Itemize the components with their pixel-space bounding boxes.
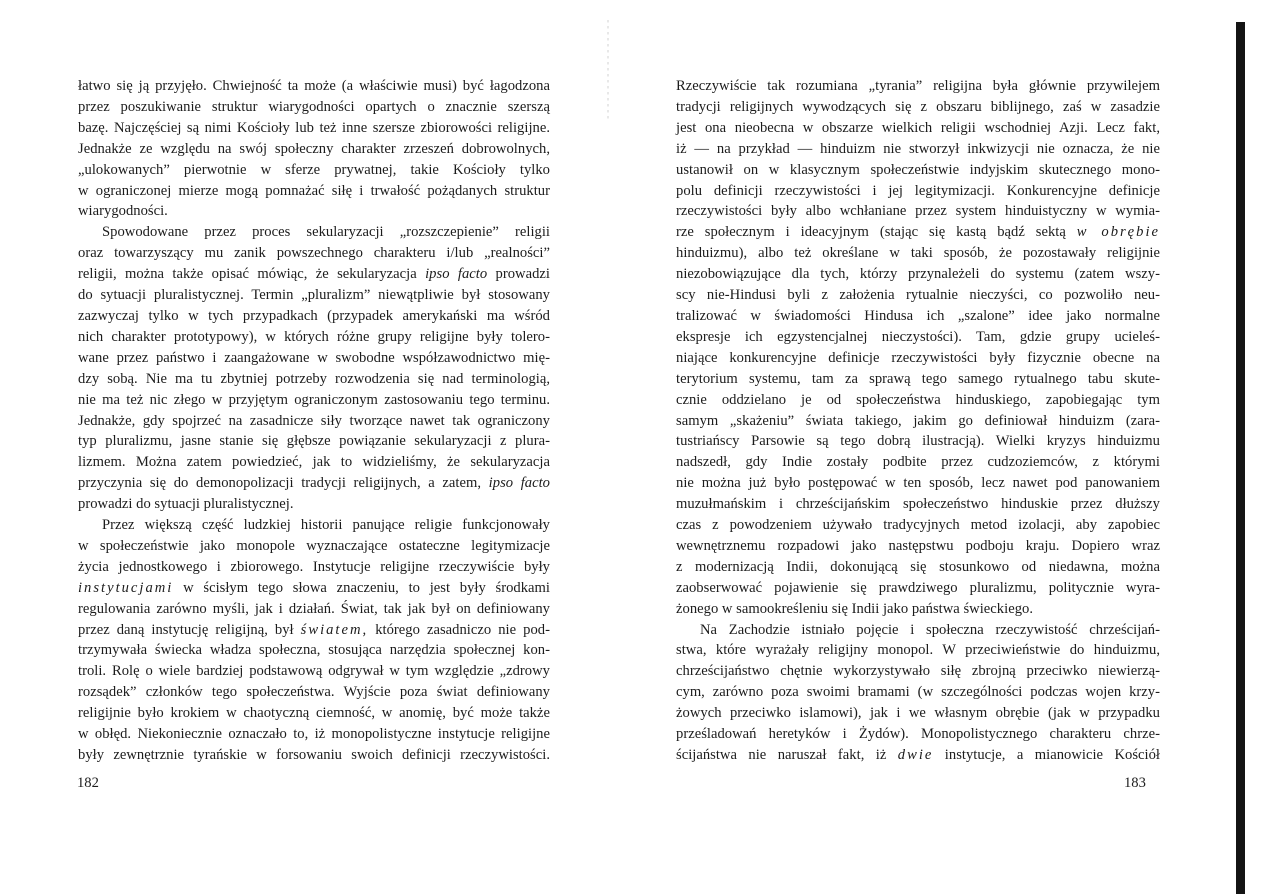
- text-run: instytucje, a mianowicie Kościół: [933, 747, 1160, 763]
- text-line-compound: [78, 620, 550, 641]
- text-line: bazę. Najczęściej są nimi Kościoły lub też inne szersze zbiorowości religijne.: [78, 119, 550, 136]
- italic-term: ipso facto: [425, 266, 488, 283]
- text-run: przyczynia się do demonopolizacji tradycji religijnych, a zatem,: [78, 475, 489, 492]
- text-run: którego zasadniczo nie pod-: [368, 621, 550, 638]
- text-line: „ulokowanych” pierwotnie w sferze prywatnej, takie Kościoły tylko: [78, 161, 550, 178]
- text-line: chrześcijaństwo chętnie wykorzystywało siłę zbrojną przeciwko niewierzą-: [676, 663, 1160, 680]
- text-line: lizmem. Można zatem powiedzieć, jak to widzieliśmy, że sekularyzacja: [78, 454, 550, 471]
- text-line: rzeczywistości były albo wchłaniane przez system hinduistyczny w wymia-: [676, 203, 1160, 220]
- spaced-italic-term: instytucjami: [78, 579, 174, 596]
- left-page: [0, 0, 620, 894]
- text-line: terytorium systemu, tam za sprawą tego samego rytualnego tabu skute-: [676, 370, 1160, 387]
- text-line: były zewnętrznie tyrańskie w forsowaniu swoich definicji rzeczywistości.: [78, 747, 550, 763]
- text-line: rozsądek” członków tego społeczeństwa. Wyjście poza świat definiowany: [78, 684, 550, 701]
- scan-edge-bar: [1236, 22, 1245, 894]
- text-line: iż — na przykład — hinduizm nie stworzył inkwizycji nie oznacza, że nie: [676, 140, 1160, 157]
- text-line: stwa, które wyrażały religijny monopol. W przeciwieństwie do hinduizmu,: [676, 642, 1160, 659]
- text-line: Rzeczywiście tak rozumiana „tyrania” religijna była głównie przywilejem: [676, 78, 1160, 94]
- text-line: przez poszukiwanie struktur wiarygodności opartych o znacznie szerszą: [78, 98, 550, 115]
- text-line: religijnie było krokiem w chaotyczną ciemność, w anomię, być może także: [78, 705, 550, 722]
- text-line: nie ma też nic złego w przyjętym ograniczonym zastosowaniu tego terminu.: [78, 391, 550, 408]
- text-line: trzymywała świecka władza społeczna, stosująca narzędzia społecznej kon-: [78, 642, 550, 659]
- spaced-italic-term: światem,: [300, 621, 369, 638]
- text-line: nie można już było postępować w ten sposób, lecz nawet pod panowaniem: [676, 475, 1160, 492]
- text-run: w ścisłym tego słowa znaczeniu, to jest były środkami: [173, 579, 550, 596]
- page-number-right: 183: [1124, 775, 1146, 791]
- text-line: cznie oddzielano je od społeczeństwa hinduskiego, zapobiegając tym: [676, 391, 1160, 408]
- spaced-italic-term: dwie: [897, 747, 934, 763]
- text-line: samym „skażeniu” świata takiego, jakim go definiował hinduizm (zara-: [676, 412, 1160, 429]
- italic-term: ipso facto: [488, 475, 550, 492]
- text-line: wane przez państwo i zaangażowane w swobodne współzawodnictwo mię-: [78, 349, 550, 366]
- text-run: rze społecznym i ideacyjnym (stając się kastą bądź sektą: [676, 224, 1077, 241]
- text-line: nadszedł, gdy Indie zostały podbite przez cudzoziemców, z którymi: [676, 454, 1160, 471]
- text-line: w obłęd. Niekoniecznie oznaczało to, iż monopolistyczne instytucje religijne: [78, 726, 550, 743]
- text-line: czas z powodzeniem używało tradycyjnych metod izolacji, aby zapobiec: [676, 517, 1160, 534]
- text-line: Przez większą część ludzkiej historii panujące religie funkcjonowały: [102, 517, 550, 534]
- text-line: z modernizacją Indii, dokonującą się stosunkowo od niedawna, można: [676, 558, 1160, 575]
- text-line-compound: [676, 222, 1160, 243]
- text-line-compound: [676, 745, 1160, 766]
- text-line: do sytuacji pluralistycznej. Termin „pluralizm” niewątpliwie był stosowany: [78, 287, 550, 304]
- right-page-text: [676, 76, 1160, 766]
- text-line: polu definicji rzeczywistości i jej legitymizacji. Konkurencyjne definicje: [676, 182, 1160, 199]
- text-line: niezobowiązujące dla tych, którzy przynależeli do systemu (zatem wszy-: [676, 266, 1160, 283]
- text-line: żowych przeciwko islamowi), jak i we własnym obrębie (jak w przypadku: [676, 705, 1160, 722]
- text-line: Jednakże, gdy spojrzeć na zasadnicze siły tworzące nawet tak ograniczony: [78, 412, 550, 429]
- text-line: ekspresje ich egzystencjalnej nieczystości). Tam, gdzie grupy ucieleś-: [676, 328, 1160, 345]
- gutter-mark: [607, 20, 609, 120]
- text-line: wiarygodności.: [78, 203, 168, 220]
- text-line: prowadzi do sytuacji pluralistycznej.: [78, 496, 294, 513]
- spaced-italic-term: w obrębie: [1076, 224, 1160, 241]
- text-line: w ograniczonej mierze mogą pomnażać siłę i trwałość pożądanych struktur: [78, 182, 550, 199]
- text-line: niające konkurencyjne definicje rzeczywistości były fizycznie obecne na: [676, 349, 1160, 366]
- text-line: hinduizmu), albo też określane w taki sposób, że pozostawały religijnie: [676, 245, 1160, 262]
- text-line-compound: [78, 264, 550, 285]
- text-line: jest ona nieobecna w obszarze wielkich religii wschodniej Azji. Lecz fakt,: [676, 119, 1160, 136]
- text-line: tralizować w świadomości Hindusa ich „szalone” idee jako normalne: [676, 307, 1160, 324]
- text-line: tradycji religijnych wywodzących się z obszaru biblijnego, zaś w zasadzie: [676, 98, 1160, 115]
- text-run: ścijaństwa nie naruszał fakt, iż: [676, 747, 898, 763]
- text-line: oraz towarzyszący mu zanik powszechnego charakteru i/lub „realności”: [78, 245, 550, 262]
- text-run: przez daną instytucję religijną, był: [78, 621, 301, 638]
- text-line: Na Zachodzie istniało pojęcie i społeczna rzeczywistość chrześcijań-: [700, 621, 1160, 638]
- text-line: Jednakże ze względu na swój społeczny charakter zrzeszeń dobrowolnych,: [78, 140, 550, 157]
- text-line: łatwo się ją przyjęło. Chwiejność ta może (a właściwie musi) być łagodzona: [78, 78, 550, 94]
- text-line: dzy sobą. Nie ma tu zbytniej potrzeby rozwodzenia się nad terminologią,: [78, 370, 550, 387]
- text-line: typ pluralizmu, jasne stanie się głębsze powiązanie sekularyzacji z plura-: [78, 433, 550, 450]
- text-run: prowadzi: [487, 266, 550, 283]
- text-line-compound: [78, 473, 550, 494]
- left-page-text: [78, 76, 550, 766]
- text-line: prześladowań heretyków i Żydów). Monopolistycznego charakteru chrze-: [676, 726, 1160, 743]
- text-line: ustanowił on w klasycznym społeczeństwie indyjskim skutecznego mono-: [676, 161, 1160, 178]
- text-line: regulowania zarówno myśli, jak i działań. Świat, tak jak był on definiowany: [78, 600, 550, 617]
- text-line: muzułmańskim i chrześcijańskim społeczeństwo hinduskie przez dłuższy: [676, 496, 1160, 513]
- text-line-compound: [78, 578, 550, 599]
- text-line: troli. Rolę o wiele bardziej podstawową odgrywał w tym względzie „zdrowy: [78, 663, 550, 680]
- text-line: w społeczeństwie jako monopole wyznaczające ostateczne legitymizacje: [78, 537, 550, 554]
- text-line: życia jednostkowego i zbiorowego. Instytucje religijne rzeczywiście były: [78, 558, 550, 575]
- text-line: zazwyczaj tylko w tych przypadkach (przypadek amerykański ma wśród: [78, 307, 550, 324]
- text-line: wewnętrznemu rozpadowi jako następstwu podboju kraju. Dopiero wraz: [676, 537, 1160, 554]
- text-run: religii, można także opisać mówiąc, że sekularyzacja: [78, 266, 426, 283]
- text-line: Spowodowane przez proces sekularyzacji „rozszczepienie” religii: [102, 224, 550, 241]
- text-line: żonego w samookreśleniu się Indii jako państwa świeckiego.: [676, 600, 1033, 617]
- text-line: zaobserwować pojawienie się prawdziwego pluralizmu, politycznie wyra-: [676, 579, 1160, 596]
- text-line: tustriańscy Parsowie są tego dobrą ilustracją). Wielki kryzys hinduizmu: [676, 433, 1160, 450]
- text-line: nich charakter prototypowy), w których różne grupy religijne były tolero-: [78, 328, 550, 345]
- text-line: scy nie-Hindusi byli z założenia rytualnie nieczyści, co pozwoliło neu-: [676, 287, 1160, 304]
- text-line: cym, zarówno poza swoimi bramami (w szczególności podczas wojen krzy-: [676, 684, 1160, 701]
- page-number-left: 182: [77, 775, 99, 791]
- right-page: [620, 0, 1262, 894]
